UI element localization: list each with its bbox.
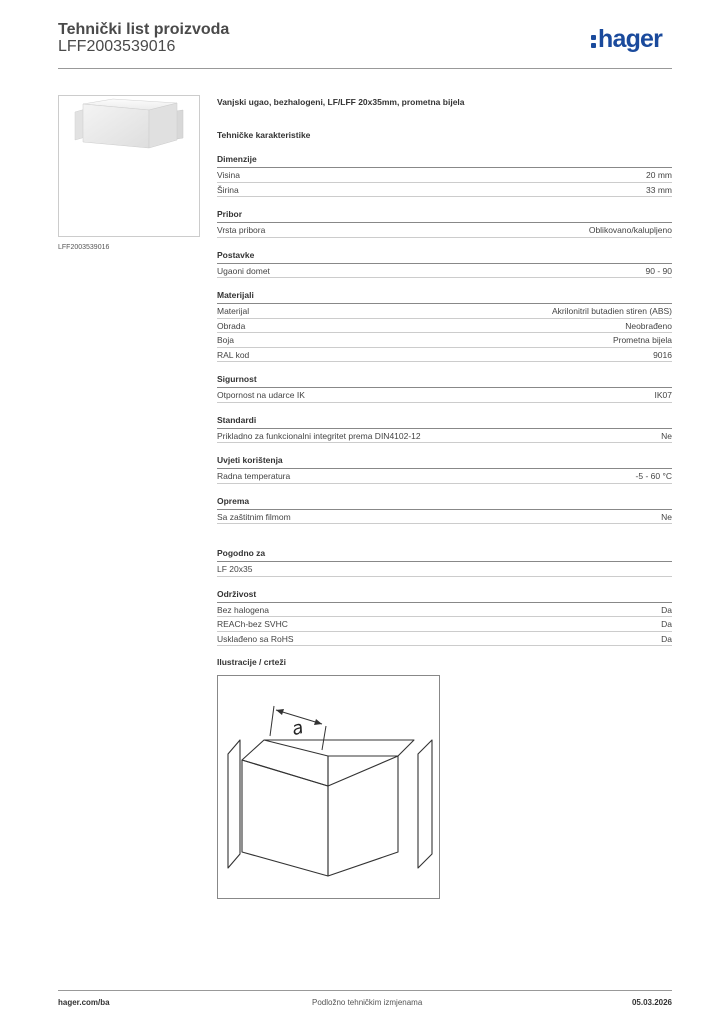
spec-value: 9016: [653, 349, 672, 360]
product-code: LFF2003539016: [58, 38, 176, 55]
spec-row: [217, 264, 672, 279]
section-pribor: [217, 209, 672, 238]
section-title: Uvjeti korištenja: [217, 455, 672, 469]
header-divider: [58, 68, 672, 69]
section-title: Pribor: [217, 209, 672, 223]
spec-row: [217, 333, 672, 348]
section-dimenzije: [217, 154, 672, 197]
specifications: [217, 97, 672, 646]
footer-notice: Podložno tehničkim izmjenama: [312, 998, 423, 1007]
section-title: Postavke: [217, 250, 672, 264]
spec-value: 90 - 90: [645, 265, 672, 276]
spec-row: [217, 603, 672, 618]
spec-value: Da: [661, 604, 672, 615]
spec-label: Visina: [217, 170, 240, 180]
spec-row: [217, 632, 672, 647]
spec-row: [217, 304, 672, 319]
section-materijali: [217, 290, 672, 362]
section-odrzivost: [217, 589, 672, 647]
section-title: Materijali: [217, 290, 672, 304]
spec-value: Da: [661, 633, 672, 644]
corner-piece-photo-icon: [59, 96, 199, 236]
illustrations-heading: Ilustracije / crteži: [217, 657, 286, 667]
spec-row: [217, 510, 672, 525]
logo-text: hager: [598, 25, 663, 53]
spec-row: [217, 469, 672, 484]
spec-value: Akrilonitril butadien stiren (ABS): [552, 306, 672, 316]
characteristics-heading: Tehničke karakteristike: [217, 130, 311, 140]
spec-label: LF 20x35: [217, 564, 253, 574]
section-postavke: [217, 250, 672, 279]
footer-divider: [58, 990, 672, 991]
technical-drawing: [217, 675, 440, 899]
spec-value: Oblikovano/kalupljeno: [588, 225, 672, 235]
section-sigurnost: [217, 374, 672, 403]
spec-value: Neobrađeno: [625, 320, 672, 331]
footer-website[interactable]: hager.com/ba: [58, 998, 110, 1007]
spec-label: Ugaoni domet: [217, 265, 270, 276]
spec-label: Prikladno za funkcionalni integritet prema DIN4102-12: [217, 430, 421, 441]
page-title: Tehnički list proizvoda: [58, 21, 230, 38]
section-uvjeti-koristenja: [217, 455, 672, 484]
spec-value: 33 mm: [646, 184, 672, 195]
spec-row: [217, 183, 672, 198]
spec-label: Materijal: [217, 306, 250, 316]
spec-label: Širina: [217, 184, 239, 195]
spec-value: Prometna bijela: [612, 335, 672, 345]
section-title: Sigurnost: [217, 374, 672, 388]
product-image: [58, 95, 200, 237]
section-title: Pogodno za: [217, 548, 672, 562]
spec-label: Vrsta pribora: [217, 225, 266, 235]
spec-label: Otpornost na udarce IK: [217, 390, 305, 400]
section-oprema: [217, 496, 672, 525]
spec-label: Obrada: [217, 320, 246, 331]
spec-row: [217, 223, 672, 238]
section-title: Održivost: [217, 589, 672, 603]
corner-drawing-icon: [218, 676, 439, 898]
spec-value: 20 mm: [646, 170, 672, 180]
spec-label: RAL kod: [217, 349, 250, 360]
spec-value: -5 - 60 °C: [635, 471, 672, 481]
spec-row: [217, 388, 672, 403]
logo-dots-icon: [591, 30, 597, 48]
section-title: Oprema: [217, 496, 672, 510]
spec-value: Ne: [661, 511, 672, 522]
spec-value: Ne: [661, 430, 672, 441]
spec-row: [217, 429, 672, 444]
spec-row: [217, 348, 672, 363]
spec-value: Da: [661, 619, 672, 629]
spec-label: REACh-bez SVHC: [217, 619, 288, 629]
dimension-label: a: [289, 717, 306, 741]
spec-label: Sa zaštitnim filmom: [217, 511, 291, 522]
footer-date: 05.03.2026: [631, 998, 672, 1007]
spec-row: [217, 562, 672, 577]
spec-row: [217, 168, 672, 183]
product-description: Vanjski ugao, bezhalogeni, LF/LFF 20x35mm, prometna bijela: [217, 97, 465, 107]
spec-row: [217, 319, 672, 334]
spec-label: Bez halogena: [217, 604, 269, 615]
image-caption: LFF2003539016: [58, 244, 110, 251]
hager-logo: [591, 27, 662, 52]
section-standardi: [217, 415, 672, 444]
spec-value: IK07: [654, 390, 672, 400]
spec-label: Boja: [217, 335, 235, 345]
spec-label: Radna temperatura: [217, 471, 291, 481]
spec-row: [217, 617, 672, 632]
section-title: Dimenzije: [217, 154, 672, 168]
section-pogodno-za: [217, 548, 672, 577]
spec-label: Usklađeno sa RoHS: [217, 633, 294, 644]
section-title: Standardi: [217, 415, 672, 429]
